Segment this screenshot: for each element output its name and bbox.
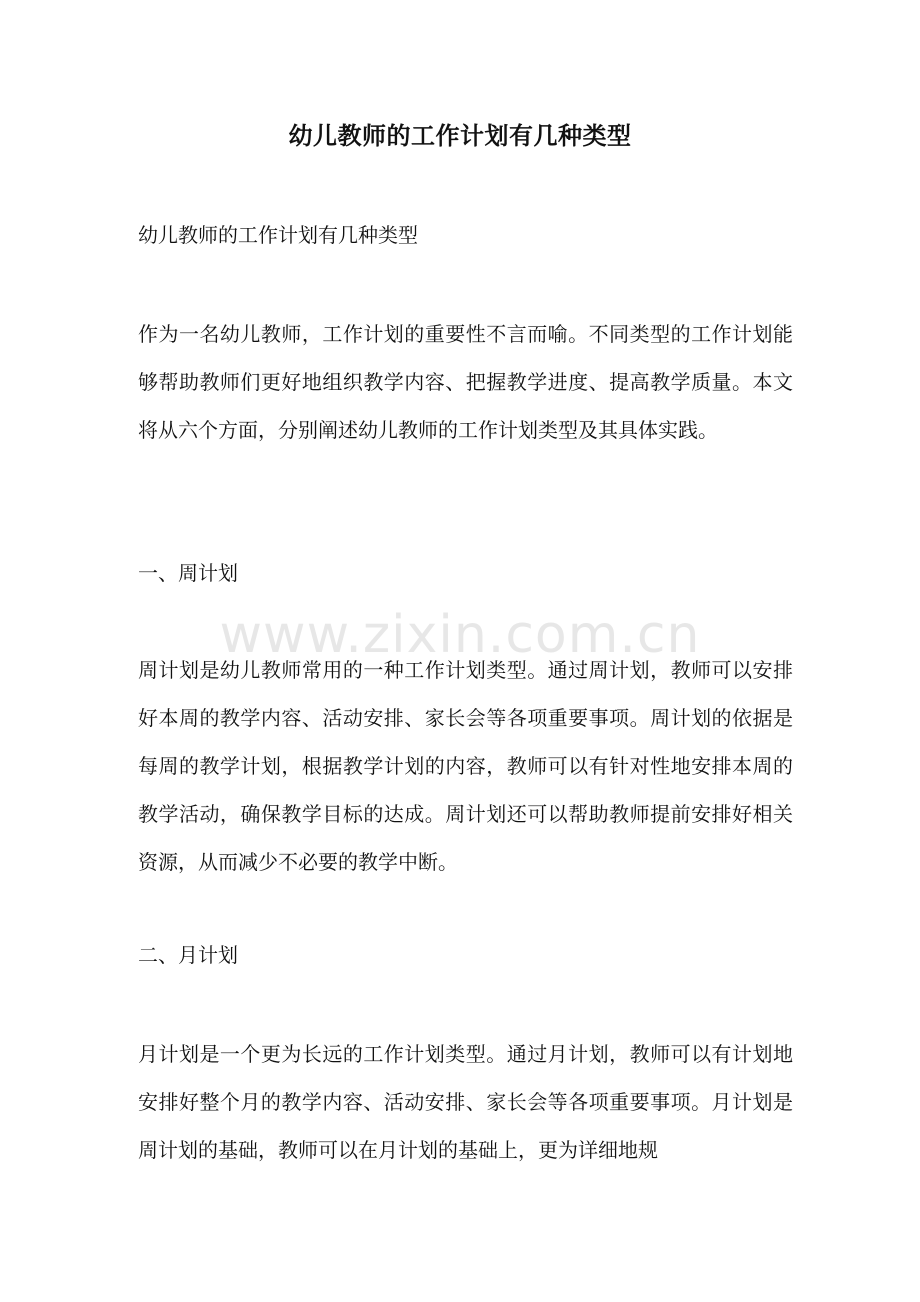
section-body-weekly: 周计划是幼儿教师常用的一种工作计划类型。通过周计划，教师可以安排好本周的教学内容、活动安排、家长会等各项重要事项。周计划的依据是每周的教学计划，根据教学计划的内容，教师可以有针对性地安排本周的教学活动，确保教学目标的达成。周计划还可以帮助教师提前安排好相关资源，从而减少不必要的教学中断。 (138, 658, 793, 874)
section-body-monthly: 月计划是一个更为长远的工作计划类型。通过月计划，教师可以有计划地安排好整个月的教学内容、活动安排、家长会等各项重要事项。月计划是周计划的基础，教师可以在月计划的基础上，更为详细地规 (138, 1042, 793, 1162)
document-title: 幼儿教师的工作计划有几种类型 (288, 121, 632, 150)
document-subtitle: 幼儿教师的工作计划有几种类型 (138, 223, 418, 247)
intro-paragraph: 作为一名幼儿教师，工作计划的重要性不言而喻。不同类型的工作计划能够帮助教师们更好地组织教学内容、把握教学进度、提高教学质量。本文将从六个方面，分别阐述幼儿教师的工作计划类型及其具体实践。 (138, 322, 793, 442)
watermark: www.zixin.com.cn (219, 605, 701, 665)
section-heading-weekly: 一、周计划 (138, 561, 238, 585)
section-heading-monthly: 二、月计划 (138, 943, 238, 967)
